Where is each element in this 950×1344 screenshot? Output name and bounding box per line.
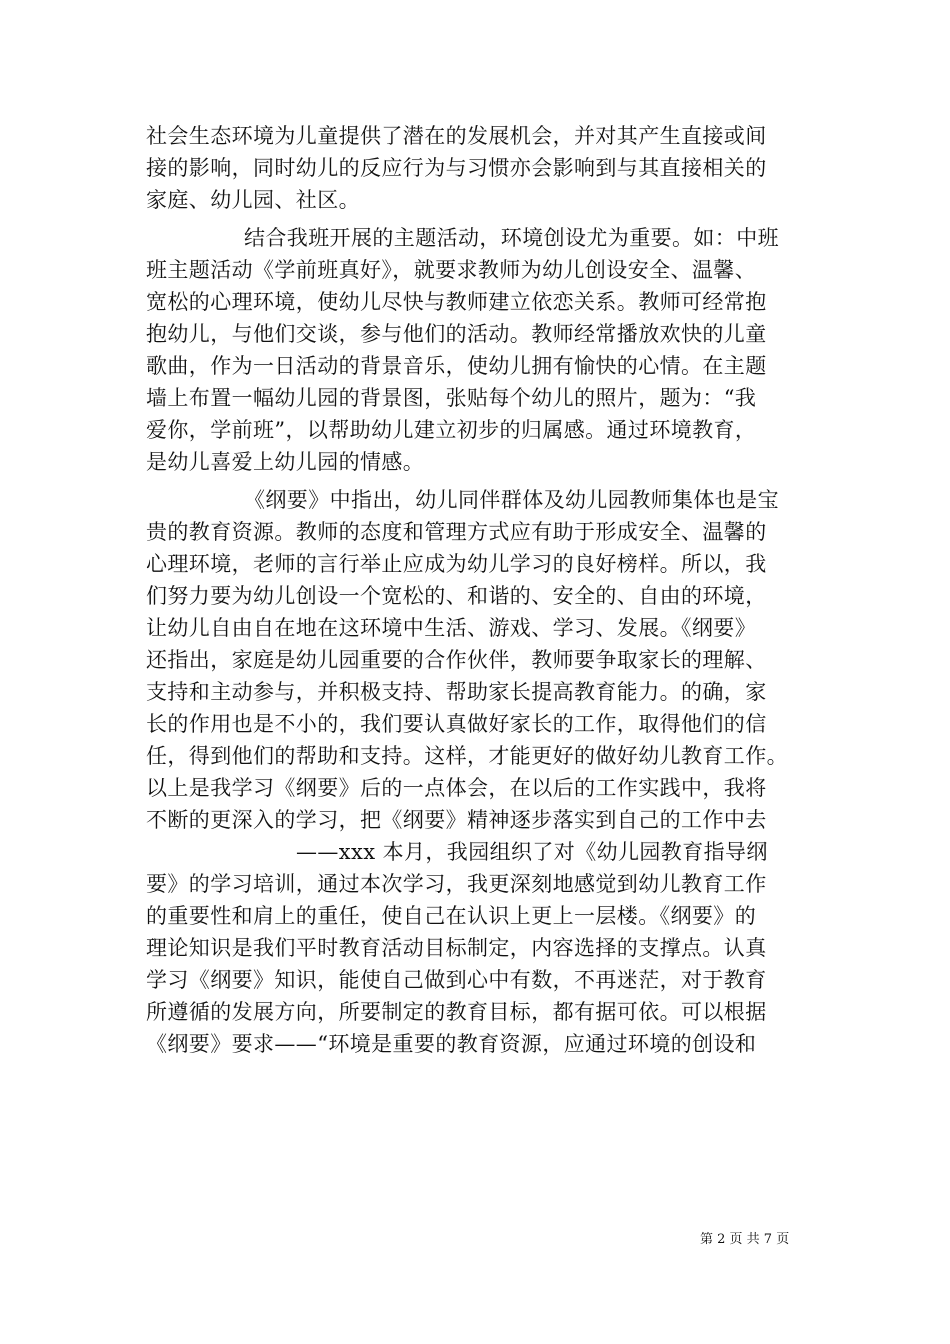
text-line: 家庭、幼儿园、社区。 [146, 188, 360, 212]
body-text [146, 120, 826, 1060]
text-line: 还指出，家庭是幼儿园重要的合作伙伴，教师要争取家长的理解、 [146, 648, 767, 672]
text-line: 贵的教育资源。教师的态度和管理方式应有助于形成安全、温馨的 [146, 520, 767, 544]
text-line: 抱幼儿，与他们交谈，参与他们的活动。教师经常播放欢快的儿童 [146, 322, 767, 346]
text-line: 结合我班开展的主题活动，环境创设尤为重要。如：中班 [244, 226, 779, 250]
text-line: 宽松的心理环境，使幼儿尽快与教师建立依恋关系。教师可经常抱 [146, 290, 767, 314]
text-line: 不断的更深入的学习，把《纲要》精神逐步落实到自己的工作中去 [146, 808, 767, 832]
text-line: 社会生态环境为儿童提供了潜在的发展机会，并对其产生直接或间 [146, 124, 767, 148]
text-line: 们努力要为幼儿创设一个宽松的、和谐的、安全的、自由的环境， [146, 584, 767, 608]
text-line: 所遵循的发展方向，所要制定的教育目标，都有据可依。可以根据 [146, 1000, 767, 1024]
text-line: 的重要性和肩上的重任，使自己在认识上更上一层楼。《纲要》的 [146, 904, 757, 928]
text-line: 心理环境，老师的言行举止应成为幼儿学习的良好榜样。所以，我 [146, 552, 767, 576]
text-line: 以上是我学习《纲要》后的一点体会，在以后的工作实践中，我将 [146, 776, 767, 800]
text-line: 爱你，学前班”，以帮助幼儿建立初步的归属感。通过环境教育， [146, 418, 757, 442]
text-line: 班主题活动《学前班真好》，就要求教师为幼儿创设安全、温馨、 [146, 258, 757, 282]
text-line: 支持和主动参与，并积极支持、帮助家长提高教育能力。的确，家 [146, 680, 767, 704]
text-line: 让幼儿自由自在地在这环境中生活、游戏、学习、发展。《纲要》 [146, 616, 757, 640]
text-line: 墙上布置一幅幼儿园的背景图，张贴每个幼儿的照片，题为：“我 [146, 386, 757, 410]
text-line: 要》的学习培训，通过本次学习，我更深刻地感觉到幼儿教育工作 [146, 872, 767, 896]
text-line: 长的作用也是不小的，我们要认真做好家长的工作，取得他们的信 [146, 712, 767, 736]
text-line: 理论知识是我们平时教育活动目标制定，内容选择的支撑点。认真 [146, 936, 767, 960]
text-line: 歌曲，作为一日活动的背景音乐，使幼儿拥有愉快的心情。在主题 [146, 354, 767, 378]
text-line: 《纲要》中指出，幼儿同伴群体及幼儿园教师集体也是宝 [244, 488, 779, 512]
text-line: 接的影响，同时幼儿的反应行为与习惯亦会影响到与其直接相关的 [146, 156, 767, 180]
text-line: 学习《纲要》知识，能使自己做到心中有数，不再迷茫，对于教育 [146, 968, 767, 992]
page-number-footer: 第 2 页 共 7 页 [700, 1232, 790, 1247]
text-line: ——xxx 本月，我园组织了对《幼儿园教育指导纲 [296, 840, 768, 864]
text-line: 《纲要》要求——“环境是重要的教育资源，应通过环境的创设和 [146, 1032, 757, 1056]
text-line: 任，得到他们的帮助和支持。这样，才能更好的做好幼儿教育工作。 [146, 744, 788, 768]
text-line: 是幼儿喜爱上幼儿园的情感。 [146, 450, 425, 474]
